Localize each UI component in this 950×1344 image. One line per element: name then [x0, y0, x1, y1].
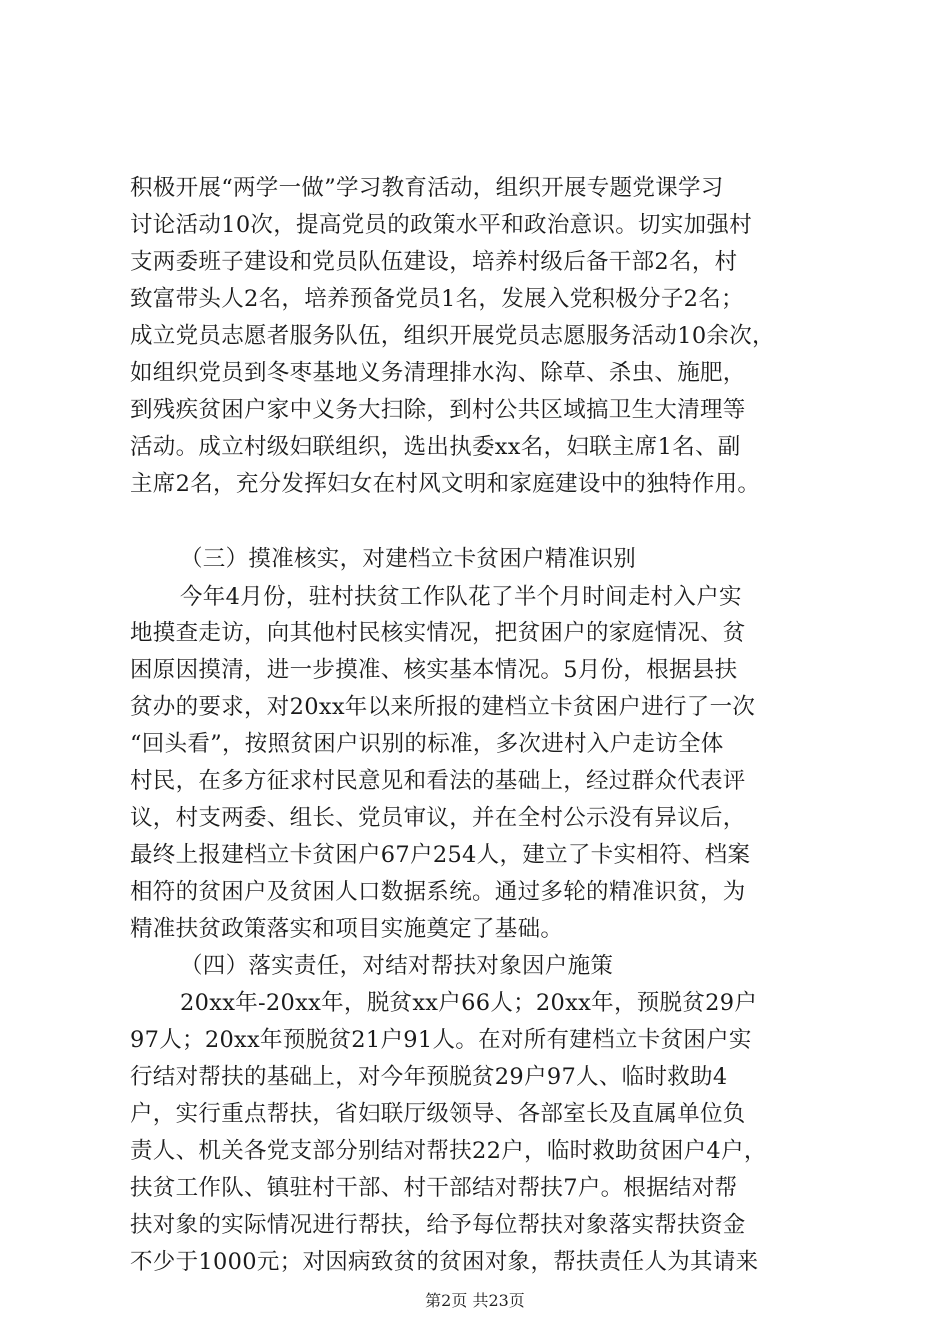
paragraph-line: 贫办的要求，对20xx年以来所报的建档立卡贫困户进行了一次 — [130, 694, 756, 720]
paragraph-line: 如组织党员到冬枣基地义务清理排水沟、除草、杀虫、施肥， — [130, 360, 746, 386]
paragraph-line: 积极开展“两学一做”学习教育活动，组织开展专题党课学习 — [130, 175, 724, 201]
paragraph-line: 相符的贫困户及贫困人口数据系统。通过多轮的精准识贫，为 — [130, 879, 746, 905]
paragraph-line: “回头看”，按照贫困户识别的标准，多次进村入户走访全体 — [130, 731, 724, 757]
paragraph-line: 最终上报建档立卡贫困户67户254人，建立了卡实相符、档案 — [130, 842, 751, 868]
paragraph-line: 扶贫工作队、镇驻村干部、村干部结对帮扶7户。根据结对帮 — [130, 1175, 738, 1201]
paragraph-line: 活动。成立村级妇联组织，选出执委xx名，妇联主席1名、副 — [130, 434, 741, 460]
paragraph-line: 行结对帮扶的基础上，对今年预脱贫29户97人、临时救助4 — [130, 1064, 728, 1090]
paragraph-line: 致富带头人2名，培养预备党员1名，发展入党积极分子2名； — [130, 286, 744, 312]
paragraph-line: 97人；20xx年预脱贫21户91人。在对所有建档立卡贫困户实 — [130, 1027, 752, 1053]
paragraph-line: 精准扶贫政策落实和项目实施奠定了基础。 — [130, 916, 564, 942]
paragraph-line: 讨论活动10次，提高党员的政策水平和政治意识。切实加强村 — [130, 212, 753, 238]
paragraph-line: 成立党员志愿者服务队伍，组织开展党员志愿服务活动10余次， — [130, 323, 775, 349]
paragraph-line: 困原因摸清，进一步摸准、核实基本情况。5月份，根据县扶 — [130, 657, 738, 683]
page-footer: 第2页 共23页 — [425, 1291, 525, 1310]
section-heading: （三）摸准核实，对建档立卡贫困户精准识别 — [180, 546, 637, 572]
paragraph-line: 扶对象的实际情况进行帮扶，给予每位帮扶对象落实帮扶资金 — [130, 1212, 746, 1238]
paragraph-line: 不少于1000元；对因病致贫的贫困对象，帮扶责任人为其请来 — [130, 1249, 759, 1275]
paragraph-line: 今年4月份，驻村扶贫工作队花了半个月时间走村入户实 — [180, 584, 742, 610]
paragraph-line: 支两委班子建设和党员队伍建设，培养村级后备干部2名，村 — [130, 249, 738, 275]
section-heading: （四）落实责任，对结对帮扶对象因户施策 — [180, 953, 614, 979]
paragraph-line: 主席2名，充分发挥妇女在村风文明和家庭建设中的独特作用。 — [130, 471, 761, 497]
paragraph-line: 地摸查走访，向其他村民核实情况，把贫困户的家庭情况、贫 — [130, 620, 746, 646]
paragraph-line: 到残疾贫困户家中义务大扫除，到村公共区域搞卫生大清理等 — [130, 397, 746, 423]
paragraph-line: 户，实行重点帮扶，省妇联厅级领导、各部室长及直属单位负 — [130, 1101, 746, 1127]
paragraph-line: 20xx年-20xx年，脱贫xx户66人；20xx年，预脱贫29户 — [180, 990, 758, 1016]
paragraph-line: 议，村支两委、组长、党员审议，并在全村公示没有异议后， — [130, 805, 746, 831]
paragraph-line: 责人、机关各党支部分别结对帮扶22户，临时救助贫困户4户， — [130, 1138, 767, 1164]
paragraph-line: 村民，在多方征求村民意见和看法的基础上，经过群众代表评 — [130, 768, 746, 794]
